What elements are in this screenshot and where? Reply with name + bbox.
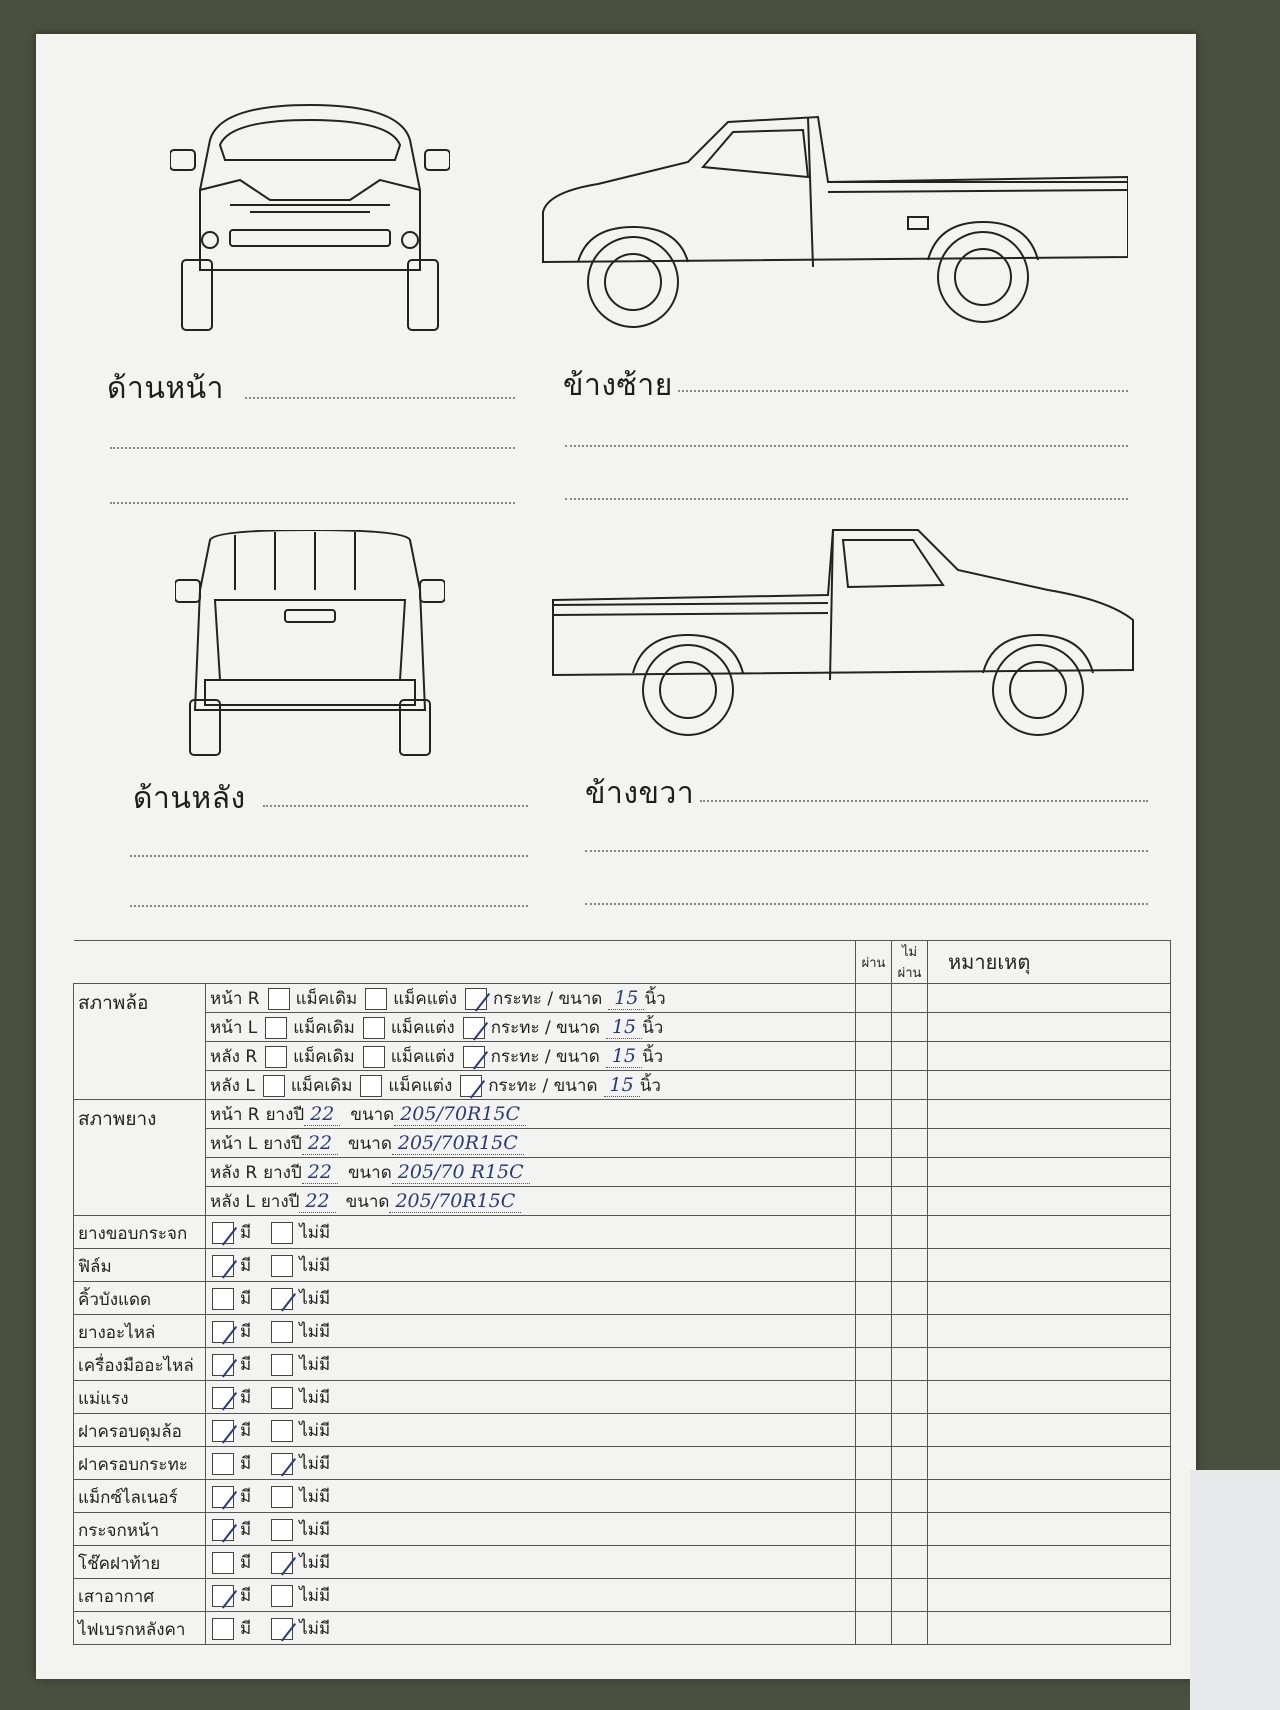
pass-cell[interactable] [856,1348,892,1381]
pass-cell[interactable] [856,1282,892,1315]
steel-size-label: กระทะ / ขนาด [488,1075,598,1096]
table-row [74,1447,1171,1480]
has-label: มี [240,1321,252,1342]
original-mag-label: แม็คเดิม [293,1046,355,1067]
not-has-checkbox[interactable] [271,1486,293,1508]
item-label: โช๊คฝาท้าย [74,1546,206,1579]
has-checkbox[interactable] [212,1321,234,1343]
steel-wheel-checkbox[interactable] [463,1017,485,1039]
left-note-line[interactable] [678,390,1128,392]
wheel-position: หน้า L [210,1017,258,1038]
inch-unit: นิ้ว [639,1075,661,1096]
has-label: มี [240,1354,252,1375]
original-mag-checkbox[interactable] [268,988,290,1010]
truck-rear-view [175,530,445,760]
has-label: มี [240,1222,252,1243]
wheel-position: หลัง R [210,1046,258,1067]
tire-size-label: ขนาด [348,1133,392,1154]
has-checkbox[interactable] [212,1354,234,1376]
item-label: เครื่องมืออะไหล่ [74,1348,206,1381]
fail-cell[interactable] [892,1216,928,1249]
item-label: ฝาครอบกระทะ [74,1447,206,1480]
note-cell[interactable] [928,1579,1171,1612]
steel-wheel-checkbox[interactable] [463,1046,485,1068]
fail-cell[interactable] [892,1013,928,1042]
item-label: คิ้วบังแดด [74,1282,206,1315]
item-options [206,1216,856,1249]
pass-cell[interactable] [856,1100,892,1129]
has-label: มี [240,1618,252,1639]
pass-header: ผ่าน [856,941,892,984]
pass-cell[interactable] [856,1513,892,1546]
pass-cell[interactable] [856,1071,892,1100]
original-mag-checkbox[interactable] [263,1075,285,1097]
item-options [206,1249,856,1282]
table-row [74,1513,1171,1546]
item-label: แม็กซ์ไลเนอร์ [74,1480,206,1513]
wheel-row [206,1071,856,1100]
note-cell[interactable] [928,1414,1171,1447]
fail-cell[interactable] [892,1513,928,1546]
note-cell[interactable] [928,984,1171,1013]
pass-cell[interactable] [856,1381,892,1414]
fail-cell[interactable] [892,1447,928,1480]
has-checkbox[interactable] [212,1585,234,1607]
background-paper [1190,1470,1280,1710]
fail-cell[interactable] [892,1348,928,1381]
table-row [74,1158,1171,1187]
table-row [74,1013,1171,1042]
tire-row [206,1158,856,1187]
custom-mag-checkbox[interactable] [360,1075,382,1097]
fail-cell[interactable] [892,1381,928,1414]
has-label: มี [240,1255,252,1276]
rear-note-line[interactable] [263,805,528,807]
rear-view-label: ด้านหลัง [133,781,246,816]
custom-mag-label: แม็คแต่ง [393,988,458,1009]
pass-cell[interactable] [856,1042,892,1071]
item-label: ฟิล์ม [74,1249,206,1282]
note-cell[interactable] [928,1216,1171,1249]
original-mag-label: แม็คเดิม [290,1075,353,1096]
not-has-label: ไม่มี [299,1486,331,1507]
fail-cell[interactable] [892,1579,928,1612]
pass-cell[interactable] [856,1315,892,1348]
has-checkbox[interactable] [212,1552,234,1574]
wheel-size-value[interactable]: 15 [606,1045,642,1068]
left-note-line[interactable] [565,445,1128,447]
tire-year-label: ยางปี [263,1133,302,1154]
not-has-checkbox[interactable] [271,1288,293,1310]
item-options [206,1348,856,1381]
table-row [74,1381,1171,1414]
table-row [74,1249,1171,1282]
pass-cell[interactable] [856,1249,892,1282]
table-row [74,1042,1171,1071]
not-has-label: ไม่มี [299,1453,331,1474]
pass-cell[interactable] [856,984,892,1013]
has-checkbox[interactable] [212,1222,234,1244]
tire-size-value[interactable]: 205/70R15C [394,1103,526,1126]
tire-year-value[interactable]: 22 [299,1190,335,1213]
wheel-row [206,1013,856,1042]
has-checkbox[interactable] [212,1453,234,1475]
item-label: แม่แรง [74,1381,206,1414]
pass-cell[interactable] [856,1579,892,1612]
original-mag-label: แม็คเดิม [293,1017,355,1038]
tire-row [206,1187,856,1216]
has-label: มี [240,1453,252,1474]
pass-cell[interactable] [856,1612,892,1645]
not-has-checkbox[interactable] [271,1387,293,1409]
item-options [206,1579,856,1612]
item-label: เสาอากาศ [74,1579,206,1612]
custom-mag-label: แม็คแต่ง [388,1075,453,1096]
pass-cell[interactable] [856,1447,892,1480]
item-label: ไฟเบรกหลังคา [74,1612,206,1645]
has-label: มี [240,1420,252,1441]
fail-cell[interactable] [892,1249,928,1282]
left-view-label: ข้างซ้าย [563,368,673,403]
not-has-checkbox[interactable] [271,1552,293,1574]
has-label: มี [240,1585,252,1606]
right-note-line[interactable] [585,850,1148,852]
steel-wheel-checkbox[interactable] [460,1075,482,1097]
wheel-row [206,1042,856,1071]
truck-front-view [170,100,450,340]
not-has-label: ไม่มี [299,1255,331,1276]
custom-mag-checkbox[interactable] [365,988,387,1010]
wheel-size-value[interactable]: 15 [604,1074,640,1097]
table-row [74,1546,1171,1579]
note-cell[interactable] [928,1381,1171,1414]
wheel-position: หน้า R [210,988,260,1009]
has-checkbox[interactable] [212,1618,234,1640]
table-row [74,1315,1171,1348]
fail-cell[interactable] [892,1042,928,1071]
truck-left-view [538,112,1128,337]
item-options [206,1546,856,1579]
left-note-line[interactable] [565,498,1128,500]
wheel-size-value[interactable]: 15 [606,1016,642,1039]
front-view-label: ด้านหน้า [107,371,224,406]
wheel-position: หลัง L [210,1075,255,1096]
steel-size-label: กระทะ / ขนาด [490,1017,600,1038]
wheel-row [206,984,856,1013]
table-row [74,1100,1171,1129]
not-has-label: ไม่มี [299,1552,331,1573]
fail-cell[interactable] [892,1414,928,1447]
item-options [206,1447,856,1480]
steel-wheel-checkbox[interactable] [465,988,487,1010]
steel-size-label: กระทะ / ขนาด [493,988,603,1009]
has-label: มี [240,1519,252,1540]
item-options [206,1513,856,1546]
fail-cell[interactable] [892,1071,928,1100]
fail-cell[interactable] [892,1129,928,1158]
has-checkbox[interactable] [212,1420,234,1442]
pass-cell[interactable] [856,1414,892,1447]
original-mag-label: แม็คเดิม [295,988,358,1009]
pass-cell[interactable] [856,1546,892,1579]
not-has-label: ไม่มี [299,1321,331,1342]
steel-size-label: กระทะ / ขนาด [490,1046,600,1067]
table-row [74,1348,1171,1381]
table-row [74,1414,1171,1447]
note-cell[interactable] [928,1042,1171,1071]
wheel-size-value[interactable]: 15 [608,987,644,1010]
table-row [74,1480,1171,1513]
tire-size-label: ขนาด [345,1191,390,1212]
table-row [74,1216,1171,1249]
pass-cell[interactable] [856,1480,892,1513]
not-has-checkbox[interactable] [271,1255,293,1277]
item-options [206,1381,856,1414]
tire-year-label: ยางปี [260,1191,300,1212]
tire-position: หลัง L [210,1191,255,1212]
custom-mag-label: แม็คแต่ง [390,1017,455,1038]
table-row [74,1187,1171,1216]
tire-year-label: ยางปี [263,1162,302,1183]
has-label: มี [240,1552,252,1573]
not-has-label: ไม่มี [299,1618,331,1639]
tire-size-label: ขนาด [350,1104,395,1125]
item-options [206,1414,856,1447]
has-checkbox[interactable] [212,1255,234,1277]
not-has-label: ไม่มี [299,1585,331,1606]
right-view-label: ข้างขวา [585,776,695,811]
note-cell[interactable] [928,1480,1171,1513]
fail-cell[interactable] [892,1612,928,1645]
note-cell[interactable] [928,1129,1171,1158]
front-note-line[interactable] [245,397,515,399]
table-row [74,984,1171,1013]
not-has-label: ไม่มี [299,1420,331,1441]
inch-unit: นิ้ว [644,988,666,1009]
fail-cell[interactable] [892,1480,928,1513]
has-label: มี [240,1288,252,1309]
item-label: ยางขอบกระจก [74,1216,206,1249]
note-cell[interactable] [928,1348,1171,1381]
has-checkbox[interactable] [212,1486,234,1508]
note-cell[interactable] [928,1187,1171,1216]
note-cell[interactable] [928,1158,1171,1187]
fail-cell[interactable] [892,1187,928,1216]
pass-cell[interactable] [856,1187,892,1216]
pass-cell[interactable] [856,1158,892,1187]
table-row [74,1612,1171,1645]
fail-header: ไม่ผ่าน [892,941,928,984]
fail-cell[interactable] [892,1100,928,1129]
tire-position: หน้า R [210,1104,260,1125]
item-options [206,1282,856,1315]
table-header [74,941,1171,984]
has-label: มี [240,1486,252,1507]
note-cell[interactable] [928,1513,1171,1546]
table-row [74,1129,1171,1158]
fail-cell[interactable] [892,1546,928,1579]
note-cell[interactable] [928,1100,1171,1129]
tire-size-value[interactable]: 205/70R15C [392,1132,524,1155]
front-note-line[interactable] [110,447,515,449]
note-cell[interactable] [928,1612,1171,1645]
truck-right-view [548,525,1138,745]
tire-size-label: ขนาด [347,1162,392,1183]
fail-cell[interactable] [892,1315,928,1348]
not-has-checkbox[interactable] [271,1321,293,1343]
table-row [74,1579,1171,1612]
not-has-label: ไม่มี [299,1387,331,1408]
not-has-checkbox[interactable] [271,1222,293,1244]
tire-position: หลัง R [210,1162,258,1183]
tire-size-value[interactable]: 205/70R15C [389,1190,521,1213]
item-options [206,1315,856,1348]
front-note-line[interactable] [110,502,515,504]
has-checkbox[interactable] [212,1519,234,1541]
has-checkbox[interactable] [212,1288,234,1310]
tire-row [206,1100,856,1129]
table-row [74,1071,1171,1100]
fail-cell[interactable] [892,1282,928,1315]
has-checkbox[interactable] [212,1387,234,1409]
tire-position: หน้า L [210,1133,258,1154]
item-options [206,1480,856,1513]
not-has-checkbox[interactable] [271,1354,293,1376]
pass-cell[interactable] [856,1216,892,1249]
tire-row [206,1129,856,1158]
not-has-label: ไม่มี [299,1222,331,1243]
note-cell[interactable] [928,1071,1171,1100]
tire-year-label: ยางปี [265,1104,305,1125]
item-label: ฝาครอบดุมล้อ [74,1414,206,1447]
original-mag-checkbox[interactable] [265,1017,287,1039]
has-label: มี [240,1387,252,1408]
tire-year-value[interactable]: 22 [304,1103,340,1126]
rear-note-line[interactable] [130,855,528,857]
note-cell[interactable] [928,1013,1171,1042]
note-cell[interactable] [928,1315,1171,1348]
fail-cell[interactable] [892,984,928,1013]
right-note-line[interactable] [700,800,1148,802]
fail-cell[interactable] [892,1158,928,1187]
tire-year-value[interactable]: 22 [302,1161,338,1184]
not-has-label: ไม่มี [299,1354,331,1375]
not-has-checkbox[interactable] [271,1618,293,1640]
table-body [74,984,1171,1645]
tire-size-value[interactable]: 205/70 R15C [392,1161,530,1184]
not-has-checkbox[interactable] [271,1519,293,1541]
not-has-checkbox[interactable] [271,1453,293,1475]
not-has-checkbox[interactable] [271,1420,293,1442]
custom-mag-label: แม็คแต่ง [390,1046,455,1067]
wheel-category: สภาพล้อ [74,984,206,1100]
item-options [206,1612,856,1645]
right-note-line[interactable] [585,903,1148,905]
pass-cell[interactable] [856,1129,892,1158]
table-row [74,1282,1171,1315]
item-label: ยางอะไหล่ [74,1315,206,1348]
note-header: หมายเหตุ [928,941,1171,984]
original-mag-checkbox[interactable] [265,1046,287,1068]
note-cell[interactable] [928,1282,1171,1315]
rear-note-line[interactable] [130,905,528,907]
custom-mag-checkbox[interactable] [363,1046,385,1068]
inch-unit: นิ้ว [642,1017,664,1038]
not-has-label: ไม่มี [299,1288,331,1309]
pass-cell[interactable] [856,1013,892,1042]
note-cell[interactable] [928,1249,1171,1282]
inch-unit: นิ้ว [642,1046,664,1067]
item-label: กระจกหน้า [74,1513,206,1546]
inspection-table [73,940,1171,1645]
tire-category: สภาพยาง [74,1100,206,1216]
custom-mag-checkbox[interactable] [363,1017,385,1039]
not-has-label: ไม่มี [299,1519,331,1540]
tire-year-value[interactable]: 22 [302,1132,338,1155]
note-cell[interactable] [928,1546,1171,1579]
note-cell[interactable] [928,1447,1171,1480]
not-has-checkbox[interactable] [271,1585,293,1607]
